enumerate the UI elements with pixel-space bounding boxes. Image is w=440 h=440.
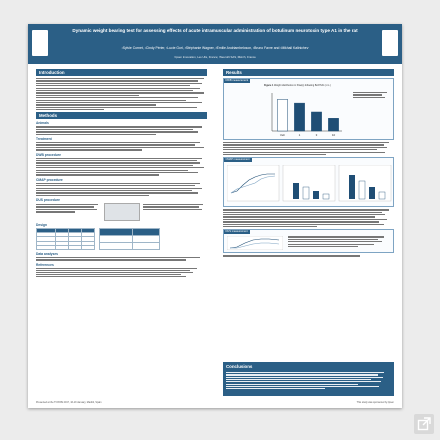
design-heading: Design: [36, 222, 47, 227]
figure1-caption-text: Weight distribution in Paw(s) following BoNT/A1 (i.m.): [273, 84, 331, 87]
cmap-panels: [227, 165, 392, 203]
treatment-text: [36, 142, 207, 150]
left-column: [36, 69, 207, 279]
introduction-text: [36, 78, 207, 110]
dwb-measurement-tag: DWB measurement: [225, 78, 249, 82]
introduction-heading: Introduction: [36, 69, 207, 76]
design-timeline-table: [99, 228, 160, 250]
design-table: [36, 228, 95, 250]
poster-authors: ¹Sylvie Cornet, ¹Cindy Périer, ¹Lucie Gori, ²Stéphanie Wagner, ²Emilie Andriambeloson, ¹Bruno Favre and ¹Mikhail Kalinichev: [121, 46, 309, 50]
data-analyses-heading: Data analyses: [36, 251, 58, 256]
dwb-procedure-heading: DWB procedure: [36, 152, 61, 157]
chart-bar-1: [294, 103, 304, 131]
results-heading: Results: [223, 69, 394, 76]
cmap-results-text: [223, 209, 394, 227]
design-block: [36, 228, 207, 250]
cmap-procedure-heading: CMAP procedure: [36, 177, 63, 182]
data-analyses-text: [36, 257, 207, 261]
dus-procedure-heading: DUS procedure: [36, 197, 60, 202]
animals-text: [36, 126, 207, 134]
dus-results-text: [288, 235, 388, 248]
dus-summary-text: [223, 255, 394, 256]
poster-header: [28, 24, 402, 64]
dus-procedure-text: [36, 203, 101, 219]
footer-left: Presented at the TOXINS 2017, 16-19 January, Madrid, Spain: [36, 401, 102, 404]
dus-results-box: [223, 229, 394, 253]
cmap-procedure-text: [36, 183, 207, 196]
chart-bar-2: [311, 112, 321, 131]
chart-tick-label-2: 3: [315, 133, 318, 137]
methods-heading: Methods: [36, 112, 207, 119]
dwb-results-box: [223, 78, 394, 140]
animals-heading: Animals: [36, 121, 49, 126]
poster: [28, 24, 402, 408]
references-text: [36, 268, 207, 277]
expand-button[interactable]: [414, 414, 434, 434]
chart-bar-3: [328, 118, 338, 131]
chart-tick-label-1: 1: [298, 133, 301, 137]
conclusions-box: [223, 362, 394, 396]
dus-chart: [227, 236, 283, 250]
dus-measurement-tag: DUS measurement: [225, 229, 248, 233]
dus-procedure-block: [36, 203, 207, 221]
chart-tick-label-3: 10: [331, 133, 336, 137]
poster-affiliations: ¹Ipsen Innovation, Les Ulis, France; ²Neurofit SAS, Illkirch, France: [174, 55, 256, 59]
dus-procedure-text-2: [143, 203, 208, 219]
dwb-legend-text: [353, 91, 389, 99]
cmap-results-box: [223, 157, 394, 207]
poster-footer: [36, 401, 394, 405]
dwb-results-text: [223, 142, 394, 155]
right-column: [223, 69, 394, 259]
dwb-procedure-text: [36, 158, 207, 176]
chart-tick-label-0: Veh: [279, 133, 286, 137]
external-link-icon: [414, 414, 434, 434]
footer-right: This study was sponsored by Ipsen: [356, 401, 394, 404]
references-heading: References: [36, 262, 54, 267]
treatment-heading: Treatment: [36, 136, 52, 141]
logo-right: [382, 30, 398, 56]
chart-bar-0: [277, 99, 287, 131]
rat-photo: [104, 203, 140, 221]
cmap-measurement-tag: CMAP measurement: [225, 157, 250, 161]
figure1-label: Figure 1: [264, 84, 274, 87]
figure1-caption: [264, 84, 331, 87]
conclusions-text: [223, 372, 394, 389]
dwb-bar-chart: [264, 91, 344, 137]
poster-title: Dynamic weight bearing test for assessing effects of acute intramuscular administration of botulinum neurotoxin type A1 in the rat: [72, 28, 358, 33]
conclusions-heading: Conclusions: [226, 364, 253, 369]
